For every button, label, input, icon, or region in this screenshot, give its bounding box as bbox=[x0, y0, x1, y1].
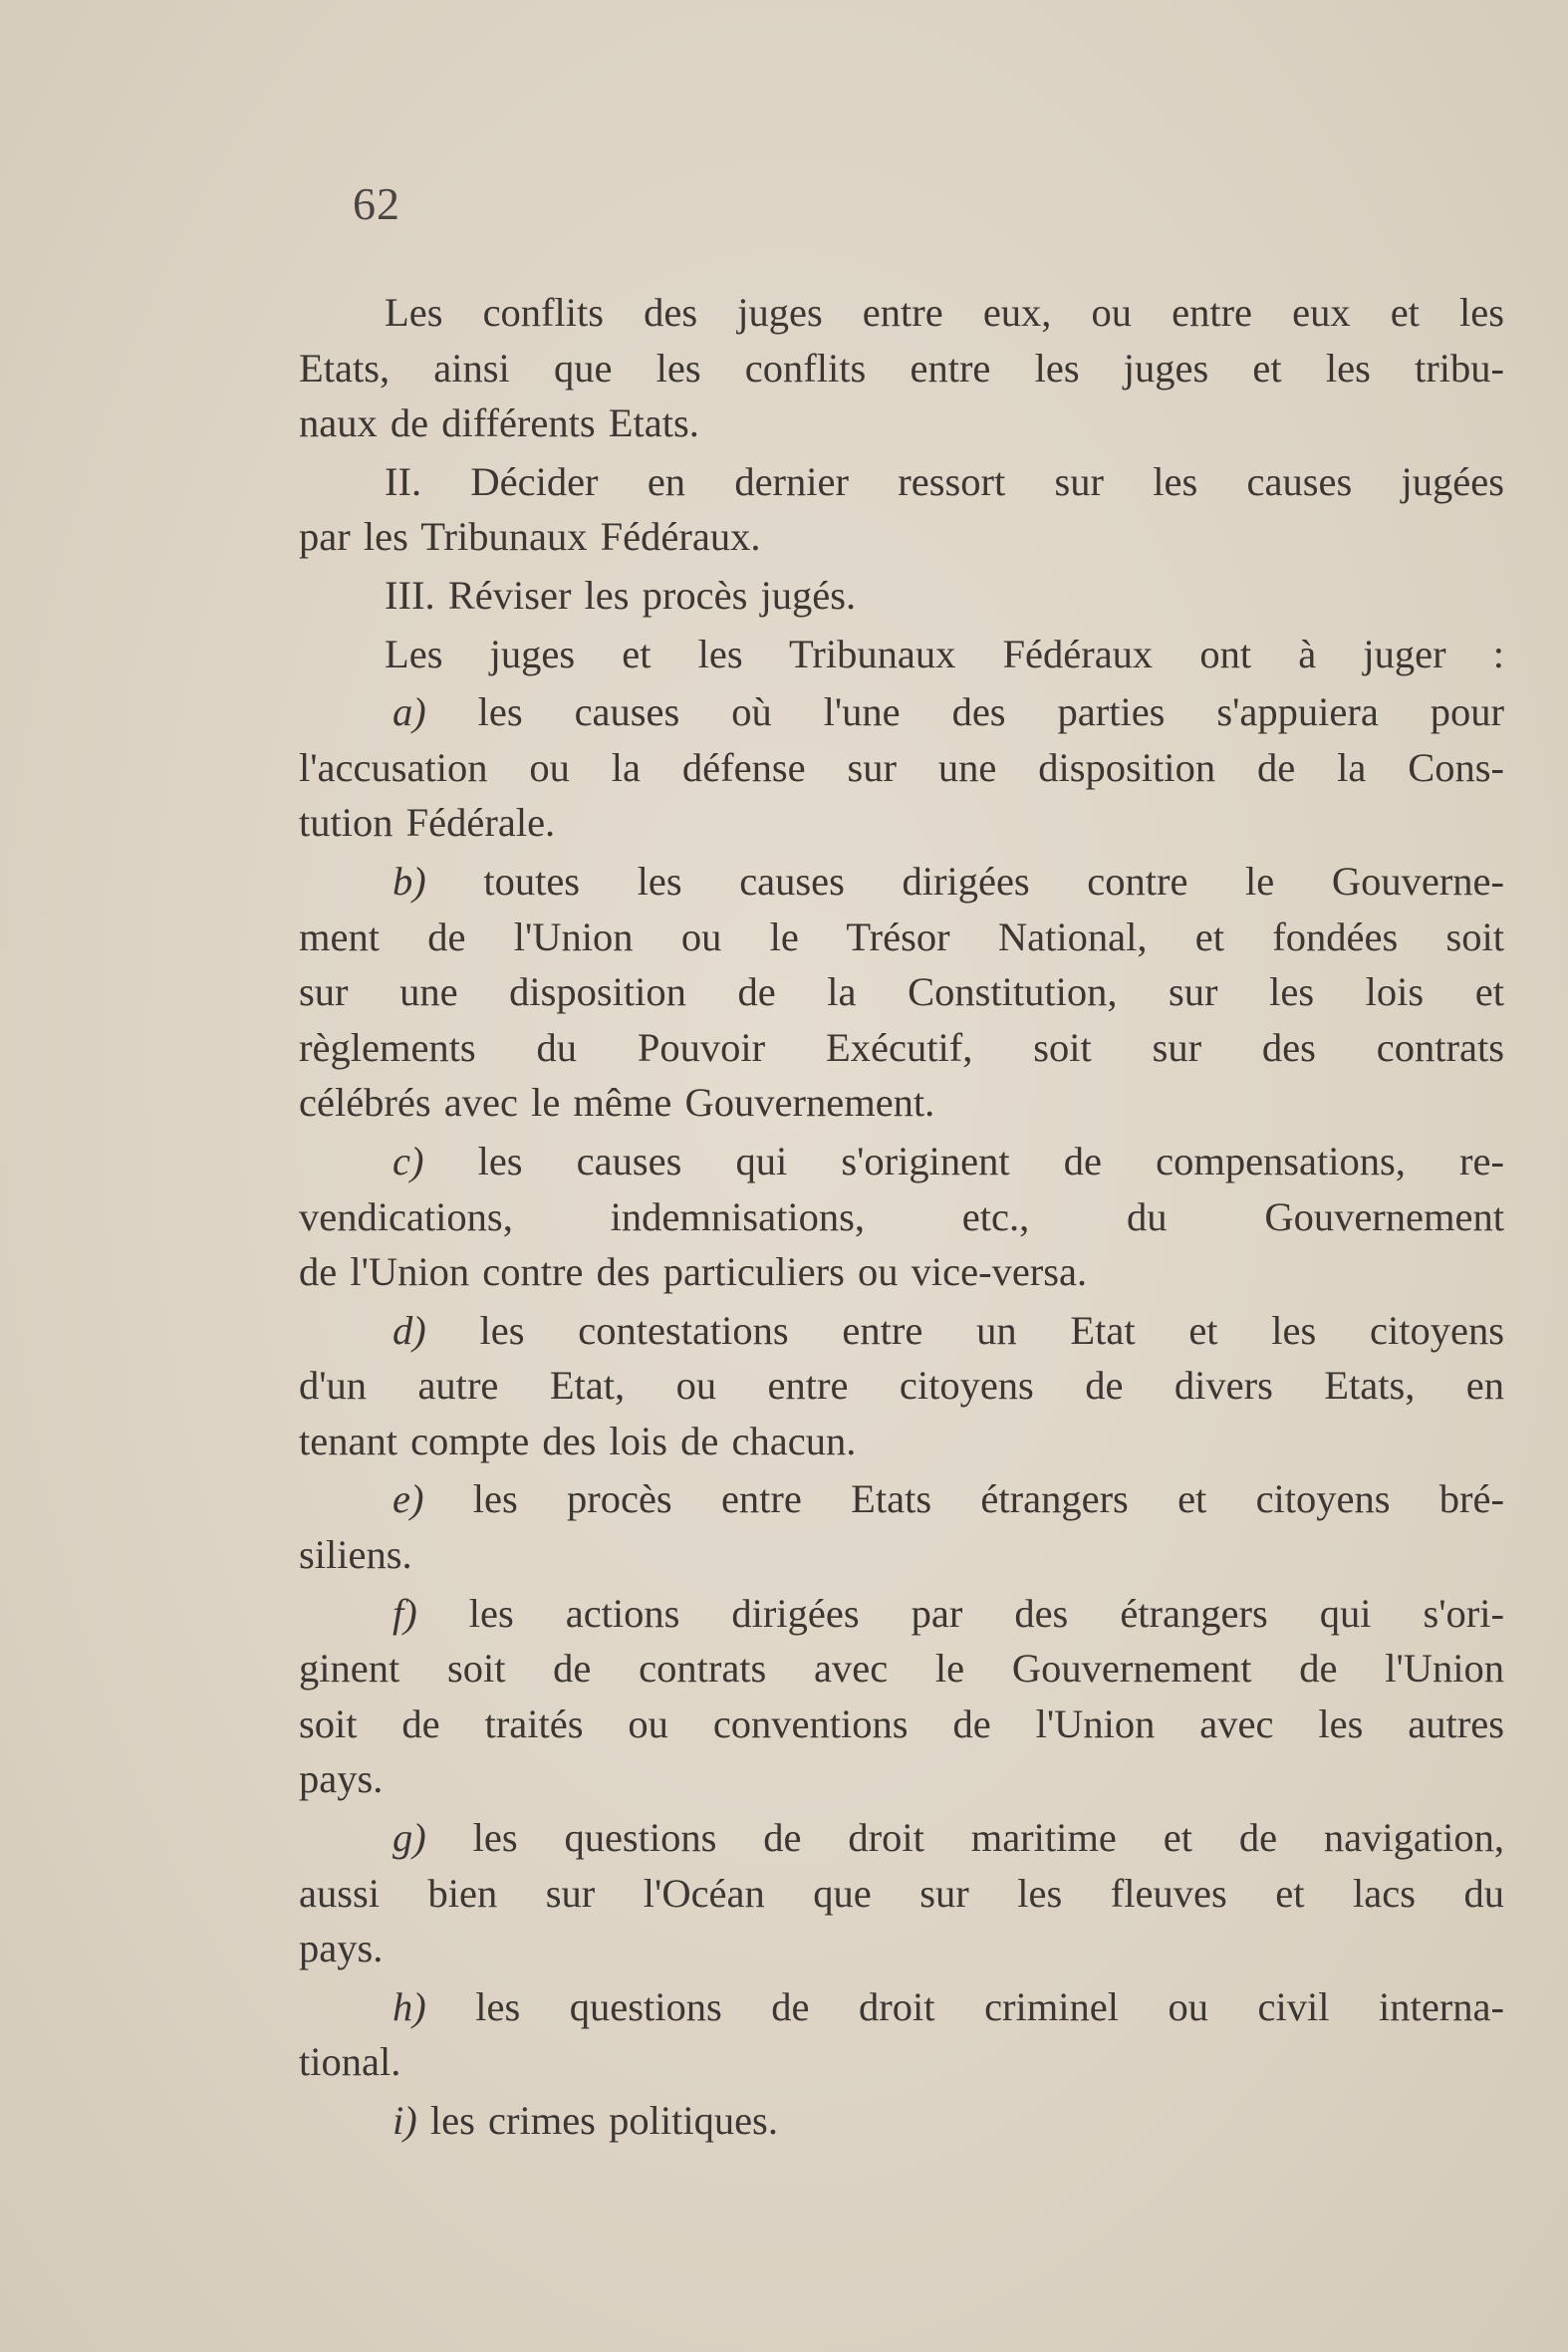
item-letter: f) bbox=[392, 1590, 417, 1636]
item-letter: b) bbox=[392, 858, 426, 904]
line-text: les questions de droit maritime et de navigation, bbox=[425, 1815, 1504, 1861]
text-line bbox=[299, 1358, 1504, 1414]
text-line bbox=[299, 1020, 1504, 1076]
line-text: règlements du Pouvoir Exécutif, soit sur des contrats bbox=[299, 1024, 1504, 1070]
text-line bbox=[299, 2093, 1504, 2149]
line-text: Etats, ainsi que les conflits entre les juges et les tribu- bbox=[299, 345, 1504, 391]
text-line bbox=[299, 454, 1504, 510]
line-text: les causes qui s'originent de compensations, re- bbox=[423, 1138, 1504, 1183]
text-line bbox=[299, 684, 1504, 740]
line-text: d'un autre Etat, ou entre citoyens de divers Etats, en bbox=[299, 1363, 1504, 1409]
text-line bbox=[299, 1471, 1504, 1527]
item-letter: c) bbox=[392, 1138, 424, 1183]
text-line bbox=[299, 1527, 1504, 1583]
line-text: soit de traités ou conventions de l'Union avec les autres bbox=[299, 1700, 1504, 1746]
text-line bbox=[299, 854, 1504, 910]
line-text: tional. bbox=[299, 2039, 401, 2085]
text-line bbox=[299, 1075, 1504, 1131]
line-text: les procès entre Etats étrangers et citoyens bré- bbox=[423, 1476, 1504, 1522]
text-line bbox=[299, 910, 1504, 965]
text-line bbox=[299, 1751, 1504, 1807]
text-line bbox=[299, 395, 1504, 451]
text-line bbox=[299, 1921, 1504, 1976]
line-text: sur une disposition de la Constitution, sur les lois et bbox=[299, 969, 1504, 1015]
line-text: II. Décider en dernier ressort sur les causes jugées bbox=[385, 458, 1504, 504]
item-letter: d) bbox=[392, 1307, 426, 1353]
line-text: ment de l'Union ou le Trésor National, et fondées soit bbox=[299, 914, 1504, 959]
text-line bbox=[299, 285, 1504, 341]
text-line bbox=[299, 2034, 1504, 2090]
body-text bbox=[299, 285, 1504, 2149]
text-line bbox=[299, 509, 1504, 565]
line-text: célébrés avec le même Gouvernement. bbox=[299, 1080, 935, 1126]
line-text: les causes où l'une des parties s'appuiera pour bbox=[425, 689, 1504, 735]
text-line bbox=[299, 1414, 1504, 1469]
text-line bbox=[299, 1244, 1504, 1300]
line-text: les actions dirigées par des étrangers qui s'ori- bbox=[416, 1590, 1504, 1636]
item-letter: h) bbox=[392, 1983, 426, 2029]
text-line bbox=[299, 568, 1504, 624]
line-text: les crimes politiques. bbox=[416, 2098, 778, 2143]
text-line bbox=[299, 1979, 1504, 2035]
item-letter: i) bbox=[392, 2098, 417, 2143]
text-line bbox=[299, 740, 1504, 796]
line-text: pays. bbox=[299, 1926, 384, 1971]
line-text: l'accusation ou la défense sur une disposition de la Cons- bbox=[299, 744, 1504, 790]
line-text: III. Réviser les procès jugés. bbox=[385, 572, 857, 618]
text-line bbox=[299, 1641, 1504, 1697]
line-text: vendications, indemnisations, etc., du Gouvernement bbox=[299, 1193, 1504, 1239]
text-line bbox=[299, 1697, 1504, 1752]
line-text: tution Fédérale. bbox=[299, 800, 556, 846]
line-text: pays. bbox=[299, 1756, 384, 1802]
text-line bbox=[299, 1303, 1504, 1359]
line-text: ginent soit de contrats avec le Gouvernement de l'Union bbox=[299, 1646, 1504, 1692]
text-line bbox=[299, 795, 1504, 851]
line-text: toutes les causes dirigées contre le Gouverne- bbox=[425, 858, 1504, 904]
page-number: 62 bbox=[353, 178, 400, 229]
line-text: siliens. bbox=[299, 1532, 412, 1578]
line-text: Les juges et les Tribunaux Fédéraux ont à juger : bbox=[385, 631, 1504, 676]
text-line bbox=[299, 1866, 1504, 1922]
text-line bbox=[299, 964, 1504, 1020]
line-text: par les Tribunaux Fédéraux. bbox=[299, 514, 761, 560]
item-letter: e) bbox=[392, 1476, 424, 1522]
line-text: Les conflits des juges entre eux, ou entre eux et les bbox=[385, 290, 1504, 335]
line-text: naux de différents Etats. bbox=[299, 400, 699, 446]
text-line bbox=[299, 1586, 1504, 1642]
text-line bbox=[299, 1810, 1504, 1866]
line-text: les contestations entre un Etat et les citoyens bbox=[425, 1307, 1504, 1353]
line-text: les questions de droit criminel ou civil interna- bbox=[425, 1983, 1504, 2029]
text-line bbox=[299, 1134, 1504, 1189]
text-line bbox=[299, 627, 1504, 682]
text-line bbox=[299, 1189, 1504, 1245]
line-text: de l'Union contre des particuliers ou vice-versa. bbox=[299, 1249, 1088, 1295]
line-text: aussi bien sur l'Océan que sur les fleuves et lacs du bbox=[299, 1870, 1504, 1916]
text-line bbox=[299, 341, 1504, 396]
line-text: tenant compte des lois de chacun. bbox=[299, 1418, 857, 1463]
item-letter: g) bbox=[392, 1815, 426, 1861]
item-letter: a) bbox=[392, 689, 426, 735]
